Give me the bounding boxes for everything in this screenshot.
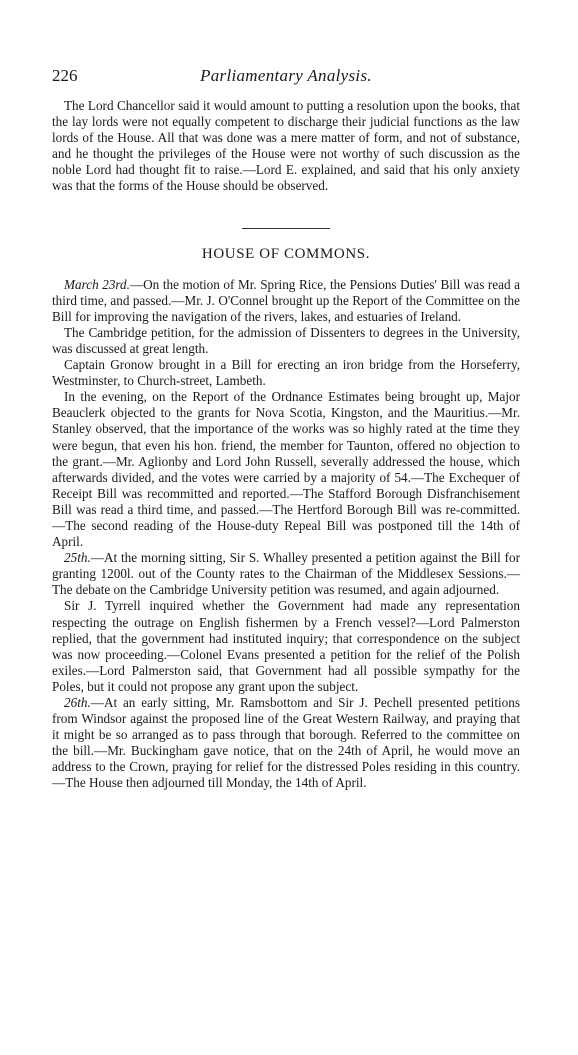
commons-paragraph [52,598,520,695]
lords-paragraph: The Lord Chancellor said it would amount to putting a resolution upon the books, that the lay lords were not equally competent to discharge their judicial functions as the law lords of the House. All that was done was a mere matter of form, and not of substance, and he thought the privileges of the House were not worthy of such discussion as the noble Lord had thought fit to raise.—Lord E. explained, and said that his only anxiety was that the forms of the House should be observed. [52,98,520,194]
page-number: 226 [52,66,78,85]
paragraph-text: The Cambridge petition, for the admission of Dissenters to degrees in the University, was discussed at great length. [52,324,520,356]
commons-paragraph [52,357,520,389]
section-divider [242,228,330,229]
sitting-date: 26th. [64,695,91,710]
sitting-date: 25th. [64,550,91,566]
paragraph-text: —On the motion of Mr. Spring Rice, the Pensions Duties' Bill was read a third time, and passed.—Mr. J. O'Connel brought up the Report of the Committee on the Bill for improving the navigation of the rivers, lakes, and estuaries of Ireland. [52,276,520,324]
paragraph-text: Sir J. Tyrrell inquired whether the Government had made any representation respecting the outrage on English fishermen by a French vessel?—Lord Palmerston replied, that the government had instituted inquiry; that correspondence on the subject was now proceeding.—Colonel Evans presented a petition for the relief of the Polish exiles.—Lord Palmerston said, that Government had all possible sympathy for the Poles, but it could not propose any grant upon the subject. [52,598,520,694]
commons-paragraph [52,695,520,792]
paragraph-text: Captain Gronow brought in a Bill for erecting an iron bridge from the Horseferry, Westminster, to Church-street, Lambeth. [52,357,520,389]
paragraph-text: In the evening, on the Report of the Ordnance Estimates being brought up, Major Beauclerk objected to the grants for Nova Scotia, Kingston, and the Mauritius.—Mr. Stanley observed, that the importance of the works was so highly rated at the time they were begun, that even his hon. friend, the member for Taunton, offered no objection to the grant.—Mr. Aglionby and Lord John Russell, severally addressed the house, which afterwards divided, and the votes were carried by a majority of 54.—The Exchequer of Receipt Bill was recommitted and reported.—The Stafford Borough Disfranchisement Bill was read a third time, and passed.—The Hertford Borough Bill was re-committed.—The second reading of the House-duty Repeal Bill was postponed till the 14th of April. [52,389,520,550]
paragraph-text: —At an early sitting, Mr. Ramsbottom and Sir J. Pechell presented petitions from Windsor against the proposed line of the Great Western Railway, and praying that it might be so arranged as to pass through that borough. Referred to the committee on the bill.—Mr. Buckingham gave notice, that on the 24th of April, he would move an address to the Crown, praying for relief for the distressed Poles residing in this country.—The House then adjourned till Monday, the 14th of April. [52,695,520,791]
lords-section [52,98,520,195]
section-heading: HOUSE OF COMMONS. [201,245,371,262]
commons-paragraph [52,550,520,598]
paragraph-text: —At the morning sitting, Sir S. Whalley presented a petition against the Bill for granting 1200l. out of the County rates to the Chairman of the Middlesex Sessions.—The debate on the Cambridge University petition was resumed, and again adjourned. [52,550,520,598]
page-header [52,66,520,90]
commons-section [52,277,520,792]
commons-paragraph [52,389,520,550]
commons-paragraph [52,325,520,357]
running-title: Parliamentary Analysis. [200,66,372,85]
page [0,66,578,1055]
sitting-date: March 23rd. [64,276,130,292]
commons-paragraph [52,277,520,325]
